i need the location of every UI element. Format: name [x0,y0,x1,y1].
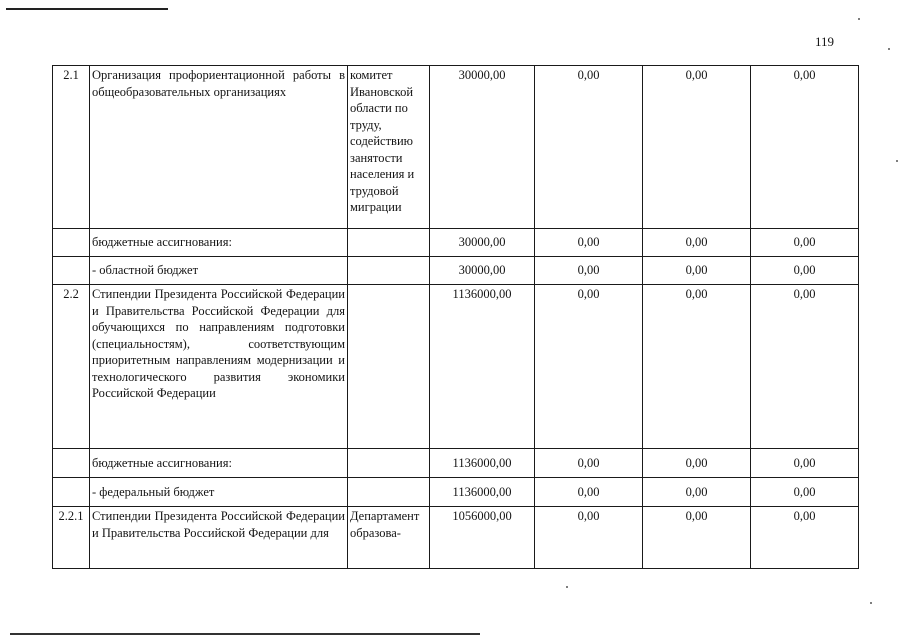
row-value-4: 0,00 [751,507,859,569]
row-description: - областной бюджет [90,257,348,285]
row-value-4: 0,00 [751,285,859,449]
row-value-4: 0,00 [751,229,859,257]
table-row [53,449,859,478]
scan-edge-line-bottom [10,633,480,635]
table-row [53,285,859,449]
row-value-2: 0,00 [535,449,643,478]
table-row [53,257,859,285]
row-value-1: 30000,00 [430,257,535,285]
row-description: бюджетные ассигнования: [90,449,348,478]
row-number [53,449,90,478]
row-value-4: 0,00 [751,257,859,285]
row-executor [348,229,430,257]
row-executor: Департамент образова- [348,507,430,569]
row-value-1: 1136000,00 [430,285,535,449]
row-value-2: 0,00 [535,285,643,449]
row-value-2: 0,00 [535,257,643,285]
row-value-1: 30000,00 [430,66,535,229]
table-row [53,507,859,569]
row-value-4: 0,00 [751,66,859,229]
row-value-2: 0,00 [535,229,643,257]
scan-speck [888,48,890,50]
row-value-2: 0,00 [535,478,643,507]
row-value-3: 0,00 [643,66,751,229]
scan-speck [896,160,898,162]
table-row [53,229,859,257]
row-number [53,257,90,285]
row-description: - федеральный бюджет [90,478,348,507]
table-row [53,478,859,507]
row-number [53,229,90,257]
row-number [53,478,90,507]
scan-speck [870,602,872,604]
row-value-4: 0,00 [751,478,859,507]
row-executor [348,478,430,507]
row-value-3: 0,00 [643,229,751,257]
row-value-4: 0,00 [751,449,859,478]
table-row [53,66,859,229]
row-executor [348,449,430,478]
row-description: Стипендии Президента Российской Федерации и Правительства Российской Федерации для [90,507,348,569]
row-executor: комитет Ивановской области по труду, содействию занятости населения и трудовой миграции [348,66,430,229]
row-executor [348,257,430,285]
row-value-1: 30000,00 [430,229,535,257]
scan-speck [566,586,568,588]
scan-edge-line-top [6,8,168,10]
row-value-1: 1136000,00 [430,478,535,507]
row-value-2: 0,00 [535,66,643,229]
budget-table [52,65,859,569]
row-number: 2.2.1 [53,507,90,569]
scan-speck [858,18,860,20]
row-value-3: 0,00 [643,285,751,449]
row-value-3: 0,00 [643,449,751,478]
row-executor [348,285,430,449]
row-value-2: 0,00 [535,507,643,569]
row-value-3: 0,00 [643,507,751,569]
row-value-3: 0,00 [643,478,751,507]
row-number: 2.2 [53,285,90,449]
row-description: бюджетные ассигнования: [90,229,348,257]
row-value-1: 1056000,00 [430,507,535,569]
row-value-1: 1136000,00 [430,449,535,478]
row-description: Организация профориентационной работы в общеобразовательных организациях [90,66,348,229]
row-description: Стипендии Президента Российской Федерации и Правительства Российской Федерации для обучающихся по направлениям подготовки (специальностям), соответствующим приоритетным направлениям модернизации и технологического развития экономики Российской Федерации [90,285,348,449]
row-value-3: 0,00 [643,257,751,285]
row-number: 2.1 [53,66,90,229]
page-number: 119 [815,34,835,49]
